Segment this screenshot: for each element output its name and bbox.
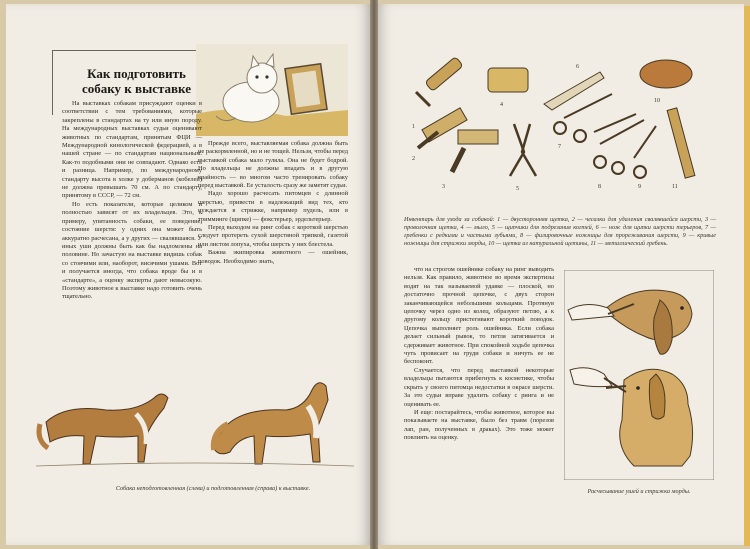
wooden-brush-icon (640, 60, 692, 88)
paragraph: И еще: постарайтесь, чтобы животное, которое вы показываете на выставке, было без травм (порезов лап, ран, полученных в драках). Это тоже может повлиять на оценку. (404, 408, 554, 442)
prepared-collie (212, 383, 328, 464)
page-gutter (370, 0, 378, 549)
left-column-1 (62, 100, 202, 350)
collies-illustration (36, 362, 354, 472)
kitten-illustration (196, 44, 348, 136)
spaniel-caption: Расчесывание ушей и стрижка морды. (587, 488, 691, 495)
collie-caption: Собака неподготовленная (слева) и подготовленная (справа) к выставке. (115, 485, 311, 492)
right-column (404, 266, 554, 486)
paragraph: Но есть показатели, которые целиком и полностью зависят от их владельцев. Это, к примеру, упитанность собаки, ее поведение, состояние шерсти: у одних она может быть аккуратно расчесана, а у других — свалявшаяся. У иных уши должны быть как бы надломлены на половине. Но зачастую на выставке видишь собак со стоячими или, наоборот, висячими ушами. Вот и получается иногда, что собака вроде бы и в «стандарте», а оценку эксперты дают невысокую. Поэтому животное к выставке надо готовить очень тщательно. (62, 200, 202, 301)
tool-number: 9 (638, 184, 641, 190)
tool-number: 3 (442, 184, 445, 190)
paragraph: Надо хорошо расчесать питомцев с длинной шерстью, привести в надлежащий вид тех, кто нуждается в стрижке, например пудель, или в тримминге (щипке) — фокстерьер, эрдельтерьер. (198, 190, 348, 223)
paragraph: Случается, что перед выставкой некоторые владельцы пытаются прибегнуть к косметике, чтобы скрыть у своего питомца недостатки в окрасе шерсти. За это судьи вправе удалить собаку с ринга и не оценивать ее. (404, 366, 554, 408)
paragraph: Прежде всего, выставляемая собака должна быть не раскормленной, но и не тощей. Нельзя, чтобы перед выставкой собака мало гуляла. Она не будет бодрой. Но владельцы не должны впадать и в другую крайность — во многом часто тренировать собаку перед выставкой. Ее усталость сразу же заметят судьи. (198, 140, 348, 190)
paragraph: Перед выходом на ринг собак с короткой шерстью следует протереть сухой шерстяной тряпкой, газетой или листом лопуха, чтобы шерсть у них блестела. (198, 224, 348, 248)
tool-number: 10 (654, 98, 660, 104)
tool-number: 6 (576, 64, 579, 70)
tool-number: 11 (672, 184, 678, 190)
article-title: Как подготовить собаку к выставке (81, 66, 191, 96)
tool-number: 5 (516, 186, 519, 192)
paragraph: что на строгом ошейнике собаку на ринг выводить нельзя. Как правило, животное во время экспертизы водят на так называемой удавке — плоской, но достаточно прочной цепочке, с двух сторон заканчивающейся небольшими кольцами. Протянув цепочку через одно из колец, образуют петлю, а к другому кольцу пристегивают короткий поводок. Цепочка выполняет роль ошейника. Если собака делает сильный рывок, то петля затягивается и сдерживает животное. При спокойной ходьбе цепочка чуть провисает на груди собаки и ничуть ее не беспокоит. (404, 266, 554, 366)
tool-number: 7 (558, 144, 561, 150)
paragraph: Важна экипировка животного — ошейник, поводок. Необходимо знать, (198, 249, 348, 265)
unprepared-collie (39, 394, 168, 464)
tool-number: 8 (598, 184, 601, 190)
tools-caption: Инвентарь для ухода за собакой: 1 — двусторонняя щетка, 2 — чесалки для удаления свалявшейся шерсти, 3 — проволочная щетка, 4 — мыло, 5 — щипчики для подрезания когтей, 6 — нож для щипки шерсти терьеров, 7 — гребенки с редкими и частыми зубьями, 8 — филировочные ножницы для прореживания шерсти, 9 — кривые ножницы для стрижки морды, 10 — щетка из натуральной щетины, 11 — металлический гребень. (404, 216, 716, 247)
tool-number: 1 (412, 124, 415, 130)
page-edge (744, 6, 750, 546)
spaniel-grooming-illustration (564, 270, 714, 480)
paragraph: На выставках собакам присуждают оценки в соответствии с тем требованиями, которые закреплены в стандартах на ту или иную породу. На международных выставках судьи оценивают животных по стандартам, принятым ФЦИ — Международной кинологической федерацией, а в нашей стране — по стандартам национальным. Как-то подобными они не совпадают. Однако есть и разница. Например, по международному стандарту высота в холке у доберманов (кобелей) не должна превышать 70 см. А по стандарту, принятому в СССР, — 72 см. (62, 100, 202, 200)
grooming-tools-illustration (404, 44, 716, 194)
soap-icon (488, 68, 528, 92)
tool-number: 2 (412, 156, 415, 162)
tool-number: 4 (500, 102, 503, 108)
left-column-2 (198, 140, 348, 355)
